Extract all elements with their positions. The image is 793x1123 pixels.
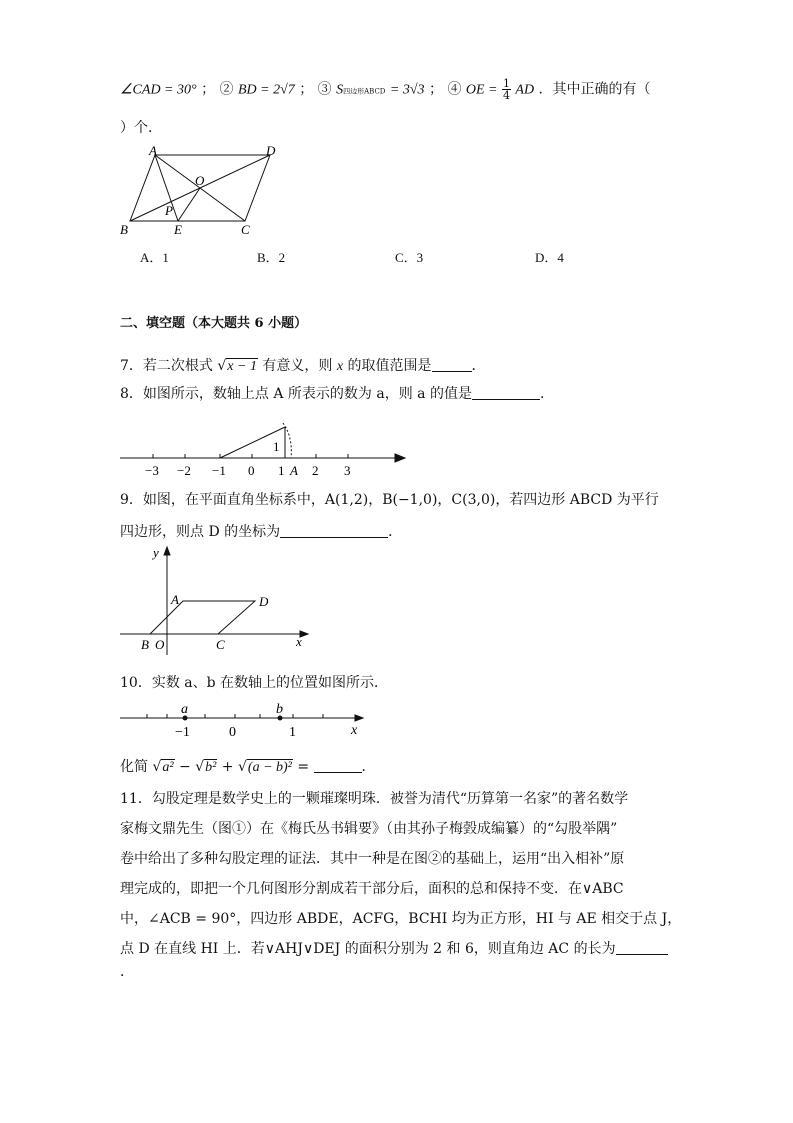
q11-line: 理完成的，即把一个几何图形分割成若干部分后，面积的总和保持不变．在∨ABC	[120, 881, 624, 897]
q7-mid: 有意义，则	[262, 358, 333, 374]
label-a: A	[149, 143, 157, 158]
q9-line2: 四边形，则点 D 的坐标为 ．	[120, 524, 403, 540]
q11-end: ．	[120, 964, 134, 980]
option-c[interactable]: C．3	[395, 250, 424, 265]
axis-arrow	[395, 454, 405, 462]
label-a: a	[181, 702, 188, 717]
q6-cond1: ∠CAD = 30°	[120, 82, 197, 98]
label-a: A	[171, 592, 179, 607]
label-c: C	[241, 222, 250, 237]
parallelogram-figure	[115, 143, 295, 238]
circled-3: ③	[317, 81, 332, 98]
label-d: D	[259, 594, 269, 609]
q6-cond3-sub: 四边形ABCD	[343, 87, 386, 96]
sqrt-a-squared: √a²	[152, 759, 174, 775]
label-p: P	[165, 203, 173, 218]
tick-label-one: 1	[289, 725, 296, 740]
sqrt-a-minus-b-squared: √(a − b)²	[237, 759, 292, 775]
option-a[interactable]: A．1	[140, 250, 169, 265]
q6-line2: ）个．	[120, 120, 162, 136]
label-x: x	[296, 634, 302, 649]
label-x: x	[351, 723, 358, 738]
q9-answer-blank[interactable]	[280, 523, 388, 538]
tick-label: 2	[312, 463, 319, 478]
number-line-figure-q8	[115, 413, 410, 478]
circled-2: ②	[219, 81, 234, 98]
fraction-one-quarter: $\frac{1}{4}$	[502, 77, 510, 102]
sqrt-b-squared: √b²	[195, 759, 217, 775]
q10-line1: 10．实数 a、b 在数轴上的位置如图所示．	[120, 675, 389, 691]
parallelogram-abcd-coord	[150, 601, 255, 634]
label-a-point: A	[290, 463, 298, 478]
tick-label: 1	[278, 463, 285, 478]
q6-cond3-s: S	[336, 82, 344, 98]
label-o: O	[195, 173, 205, 188]
label-b: B	[141, 637, 149, 652]
q10-answer-blank[interactable]	[314, 758, 362, 773]
q6-tail: ．其中正确的有（	[538, 81, 651, 98]
q6-cond4-rhs: AD	[515, 82, 535, 98]
label-o: O	[155, 637, 165, 652]
label-d: D	[266, 143, 276, 158]
option-b[interactable]: B．2	[257, 250, 286, 265]
separator: ；	[428, 81, 443, 98]
label-b: B	[120, 222, 128, 237]
tick-label-zero: 0	[229, 725, 236, 740]
q7-answer-blank[interactable]	[432, 357, 472, 372]
q6-cond2: BD = 2√7	[237, 82, 295, 98]
tick-label-minus-one: −1	[175, 725, 190, 740]
q8-text: 8．如图所示，数轴上点 A 所表示的数为 a，则 a 的值是	[120, 386, 472, 402]
q11-line-last: 点 D 在直线 HI 上．若∨AHJ∨DEJ 的面积分别为 2 和 6，则直角边 AC 的长为	[120, 939, 668, 959]
q7-suffix: 的取值范围是	[347, 358, 432, 374]
q6-cond3-val: = 3√3	[389, 82, 425, 98]
separator: ；	[201, 81, 216, 98]
tick-label: 3	[344, 463, 351, 478]
label-b: b	[276, 702, 283, 717]
coordinate-figure-q9	[115, 543, 315, 658]
q6-conditions	[120, 78, 651, 102]
label-e: E	[174, 222, 182, 237]
q11-line: 11．勾股定理是数学史上的一颗璀璨明珠．被誉为清代“历算第一名家”的著名数学	[120, 791, 629, 807]
q8-answer-blank[interactable]	[472, 385, 540, 400]
label-c: C	[216, 637, 225, 652]
arc-dashed	[283, 423, 291, 458]
separator: ；	[299, 81, 314, 98]
section-title: 二、填空题（本大题共 6 小题）	[120, 316, 308, 331]
q7-var: x	[336, 359, 344, 374]
tick-label: 0	[248, 463, 255, 478]
tick-label: −3	[145, 463, 159, 478]
circled-4: ④	[447, 81, 462, 98]
q8: 8．如图所示，数轴上点 A 所表示的数为 a，则 a 的值是 ．	[120, 386, 554, 402]
q6-cond4-lhs: OE =	[465, 82, 498, 98]
q11-line: 卷中给出了多种勾股定理的证法．其中一种是在图②的基础上，运用“出入相补”原	[120, 851, 625, 867]
q11-line: 家梅文鼎先生（图①）在《梅氏丛书辑要》（由其孙子梅瑴成编纂）的“勾股举隅”	[120, 821, 618, 837]
label-y: y	[153, 545, 159, 560]
q7: 7．若二次根式 √x − 1 有意义，则 x 的取值范围是 ．	[120, 358, 486, 374]
tick-label: −2	[177, 463, 191, 478]
tick-label: −1	[212, 463, 226, 478]
option-d[interactable]: D．4	[535, 250, 564, 265]
sqrt-expression: √x − 1	[217, 358, 257, 374]
q11-answer-blank[interactable]	[616, 940, 668, 955]
q11-line: 中，∠ACB = 90°，四边形 ABDE，ACFG，BCHI 均为正方形，HI 与 AE 相交于点 J，	[120, 911, 682, 927]
number-line-figure-q10	[115, 700, 370, 742]
q10-simplify: 化简 √a² − √b² + √(a − b)² = ．	[120, 759, 376, 775]
q7-prefix: 7．若二次根式	[120, 358, 213, 374]
q9-line1: 9．如图，在平面直角坐标系中，A(1,2)，B(−1,0)，C(3,0)，若四边形 ABCD 为平行	[120, 492, 659, 508]
label-one: 1	[273, 439, 280, 454]
